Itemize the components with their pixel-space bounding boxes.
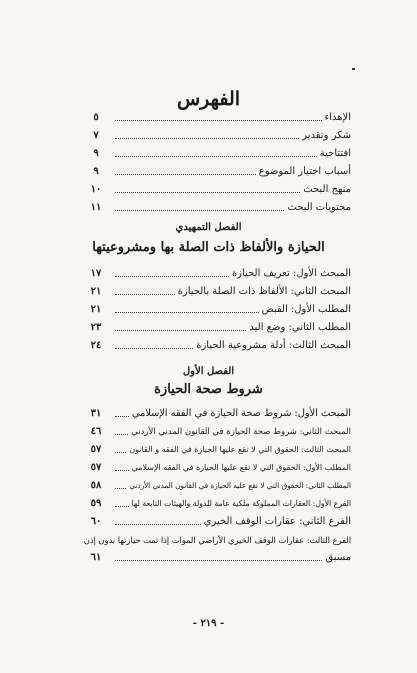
chapter1-label: الفصل الأول bbox=[182, 366, 235, 377]
toc-row: محتويات البحث ١١ bbox=[90, 202, 351, 213]
toc-row: المطلب الأول: الحقوق التي لا تقع عليها الحيازة في الفقه الإسلامي ٥٧ bbox=[90, 462, 351, 473]
toc-row: الفرع الأول: العقارات المملوكة ملكية عامة للدولة والهيئات التابعة لها ٥٩ bbox=[90, 498, 351, 509]
toc-row: المبحث الأول: شروط صحة الحيازة في الفقه الإسلامي ٣١ bbox=[90, 408, 351, 419]
toc-row: مسبق ٦١ bbox=[90, 552, 351, 563]
toc-row: منهج البحث ١٠ bbox=[90, 184, 351, 195]
chapter0-label: الفصل التمهيدي bbox=[175, 222, 242, 233]
toc-row: الفرع الثاني: عقارات الوقف الخيري ٦٠ bbox=[90, 516, 351, 527]
toc-row: افتتاحية ٩ bbox=[93, 148, 351, 159]
toc-row: المبحث الأول: تعريف الحيازة ١٧ bbox=[90, 268, 351, 279]
chapter1-list bbox=[85, 402, 351, 564]
toc-row: شكر وتقدير ٧ bbox=[93, 130, 351, 141]
toc-row: المبحث الثالث: الحقوق التي لا تقع عليها الحيازة في الفقه و القانون ٥٧ bbox=[90, 444, 351, 455]
toc-row: الفرع الثالث: عقارات الوقف الخيري الأراضي الموات إذا تمت حيازتها بدون إذن bbox=[83, 535, 351, 545]
toc-row: المطلب الثاني: الحقوق التي لا تقع عليه الحيازة في القانون المدني الأردني ٥٨ bbox=[90, 480, 351, 491]
toc-row: المطلب الثاني: وضع اليد ٢٣ bbox=[90, 322, 351, 333]
toc-row: الإهداء ٥ bbox=[93, 112, 351, 123]
toc-row: المبحث الثاني: شروط صحة الحيازة في القانون المدني الأردني ٤٦ bbox=[90, 426, 351, 437]
toc-row: المبحث الثاني: الألفاظ ذات الصلة بالحيازة ٢١ bbox=[90, 286, 351, 297]
toc-row: المطلب الأول: القبض ٢١ bbox=[90, 304, 351, 315]
page-title: الفهرس bbox=[176, 88, 241, 110]
chapter0-title: الحيازة والألفاظ ذات الصلة بها ومشروعيتها bbox=[92, 240, 325, 255]
page-number: - ٢١٩ - bbox=[192, 618, 225, 629]
toc-row: المبحث الثالث: أدلة مشروعية الحيازة ٢٤ bbox=[90, 340, 351, 351]
chapter0-list bbox=[85, 262, 351, 352]
page-mark bbox=[352, 68, 355, 70]
intro-list bbox=[85, 106, 351, 214]
toc-row: أسباب اختيار الموضوع ٩ bbox=[93, 166, 351, 177]
chapter1-title: شروط صحة الحيازة bbox=[154, 382, 263, 397]
